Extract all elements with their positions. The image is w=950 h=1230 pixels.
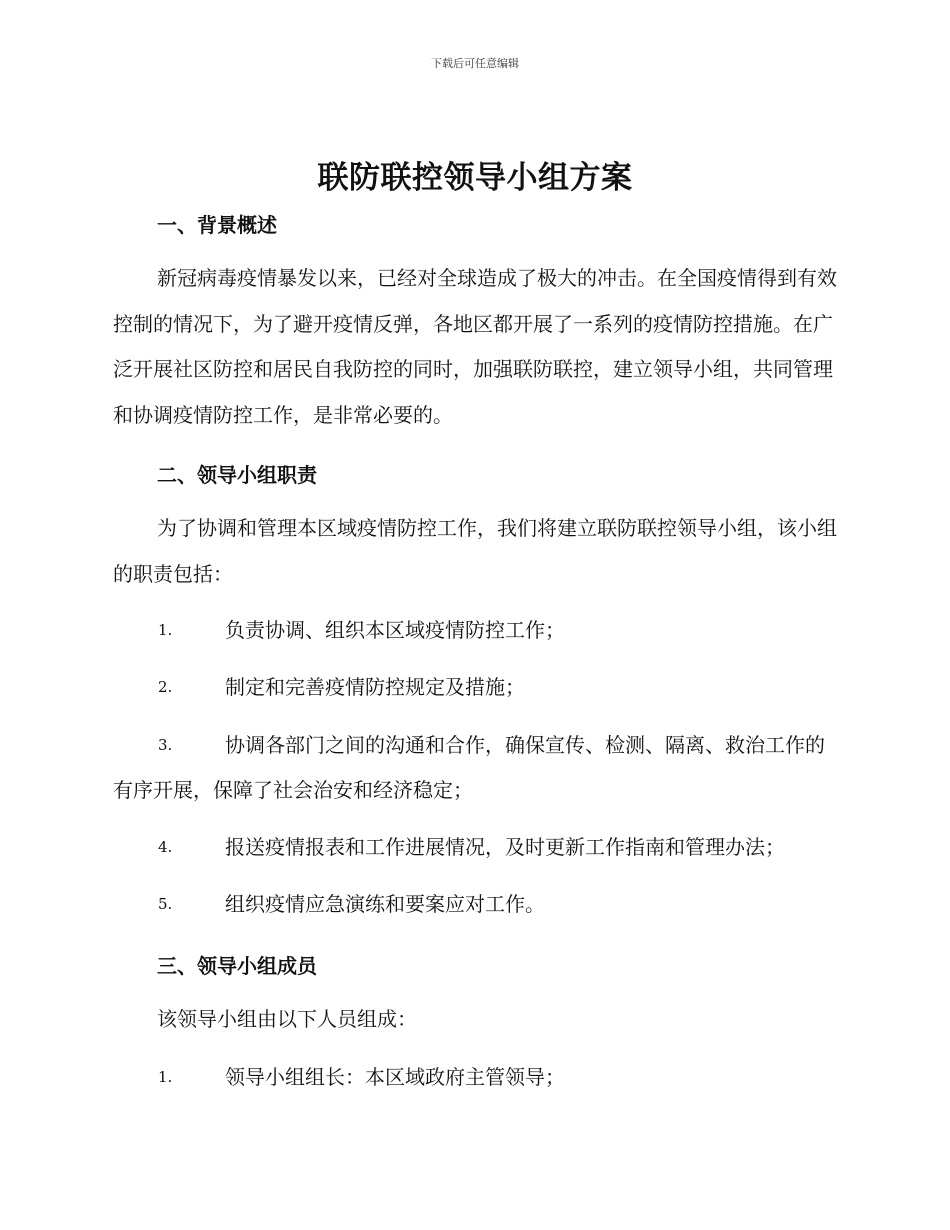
list-item-text: 负责协调、组织本区域疫情防控工作； (225, 618, 565, 642)
list-item-number: 5. (158, 895, 173, 913)
section-paragraph-duties: 为了协调和管理本区域疫情防控工作，我们将建立联防联控领导小组，该小组的职责包括： (113, 516, 837, 586)
list-item-text: 报送疫情报表和工作进展情况，及时更新工作指南和管理办法； (225, 835, 785, 859)
list-item-number: 1. (158, 1068, 173, 1086)
section-heading-members: 三、领导小组成员 (157, 954, 317, 978)
list-item-number: 2. (158, 678, 173, 696)
list-item (113, 608, 838, 653)
list-item-number: 3. (158, 736, 173, 754)
section-paragraph-members: 该领导小组由以下人员组成： (157, 1007, 417, 1031)
header-note: 下载后可任意编辑 (431, 57, 519, 70)
list-item-text: 领导小组组长：本区域政府主管领导； (225, 1065, 565, 1089)
section-paragraph-background: 新冠病毒疫情暴发以来，已经对全球造成了极大的冲击。在全国疫情得到有效控制的情况下，为了避开疫情反弹，各地区都开展了一系列的疫情防控措施。在广泛开展社区防控和居民自我防控的同时，加强联防联控，建立领导小组，共同管理和协调疫情防控工作，是非常必要的。 (113, 266, 837, 427)
list-item-number: 1. (158, 621, 173, 639)
list-item (113, 825, 838, 870)
list-item-text: 制定和完善疫情防控规定及措施； (225, 675, 525, 699)
list-item-number: 4. (158, 838, 173, 856)
list-item-text: 组织疫情应急演练和要案应对工作。 (225, 892, 545, 916)
section-heading-duties: 二、领导小组职责 (157, 463, 317, 487)
document-title: 联防联控领导小组方案 (317, 160, 633, 196)
list-item-text: 协调各部门之间的沟通和合作，确保宣传、检测、隔离、救治工作的有序开展，保障了社会治安和经济稳定； (113, 733, 825, 802)
section-heading-background: 一、背景概述 (157, 213, 277, 237)
list-item (113, 723, 838, 813)
list-item (113, 882, 838, 927)
list-item (113, 1055, 838, 1100)
list-item (113, 665, 838, 710)
